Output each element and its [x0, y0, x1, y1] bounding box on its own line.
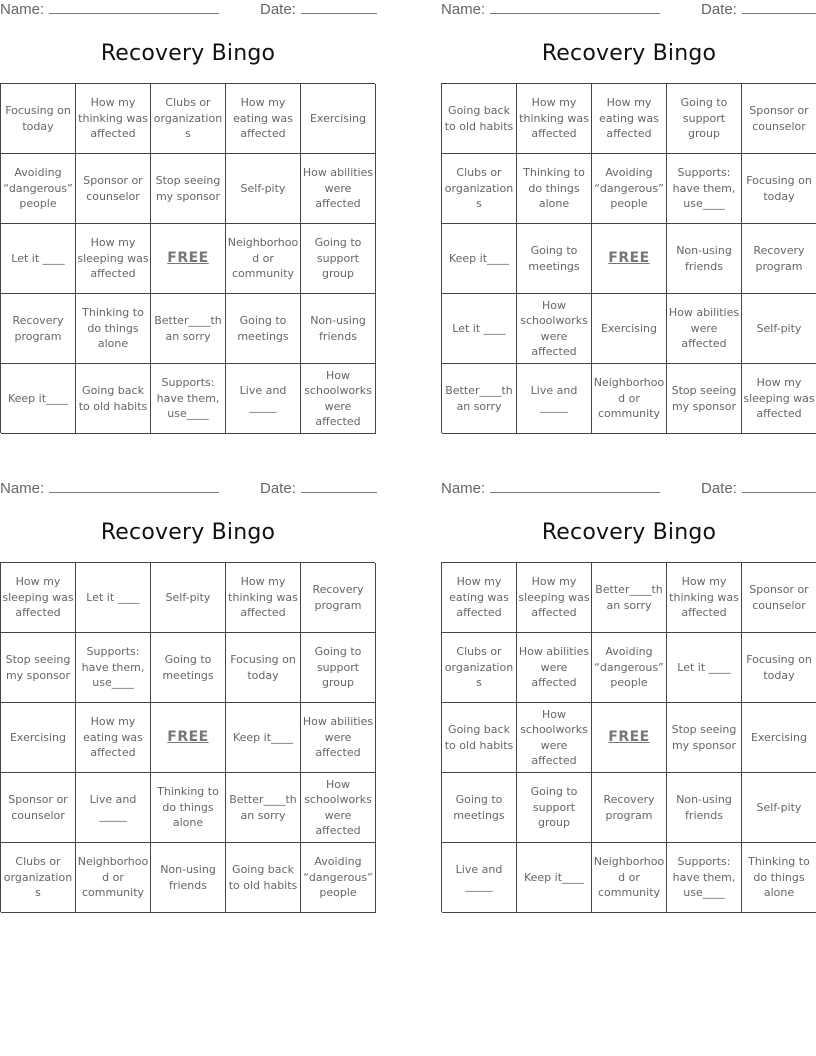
name-blank[interactable]: [490, 1, 660, 14]
date-blank[interactable]: [742, 480, 816, 493]
bingo-cell[interactable]: Exercising: [592, 294, 667, 364]
bingo-grid: [441, 83, 816, 433]
bingo-cell[interactable]: Going to meetings: [442, 773, 517, 843]
bingo-cell[interactable]: Supports: have them, use____: [667, 843, 742, 913]
name-blank[interactable]: [490, 480, 660, 493]
card-title: Recovery Bingo: [541, 41, 717, 66]
free-space[interactable]: FREE: [151, 703, 226, 773]
bingo-cell[interactable]: Sponsor or counselor: [742, 84, 816, 154]
bingo-cell[interactable]: Self-pity: [742, 294, 816, 364]
card-title: Recovery Bingo: [100, 41, 276, 66]
bingo-cell[interactable]: How abilities were affected: [667, 294, 742, 364]
bingo-cell[interactable]: Neighborhood or community: [76, 843, 151, 913]
bingo-cell[interactable]: Live and _____: [442, 843, 517, 913]
bingo-cell[interactable]: Better____than sorry: [592, 563, 667, 633]
date-label: Date:: [260, 1, 296, 18]
bingo-cell[interactable]: How my sleeping was affected: [517, 563, 592, 633]
bingo-cell[interactable]: Going back to old habits: [226, 843, 301, 913]
bingo-cell[interactable]: Sponsor or counselor: [742, 563, 816, 633]
bingo-cell[interactable]: How my thinking was affected: [226, 563, 301, 633]
name-label: Name:: [0, 1, 45, 18]
bingo-cell[interactable]: Supports: have them, use____: [151, 364, 226, 434]
bingo-cell[interactable]: Self-pity: [742, 773, 816, 843]
name-label: Name:: [0, 480, 45, 497]
card-title: Recovery Bingo: [100, 520, 276, 545]
bingo-grid: [0, 83, 375, 433]
bingo-cell[interactable]: Non-using friends: [151, 843, 226, 913]
bingo-cell[interactable]: Let it ____: [667, 633, 742, 703]
bingo-cell[interactable]: Non-using friends: [301, 294, 376, 364]
bingo-cell[interactable]: How my eating was affected: [76, 703, 151, 773]
bingo-cell[interactable]: Going to support group: [301, 224, 376, 294]
bingo-cell[interactable]: Live and _____: [226, 364, 301, 434]
bingo-cell[interactable]: Going to support group: [667, 84, 742, 154]
bingo-cell[interactable]: Let it ____: [76, 563, 151, 633]
bingo-cell[interactable]: Going to support group: [517, 773, 592, 843]
bingo-cell[interactable]: Avoiding “dangerous” people: [592, 154, 667, 224]
bingo-cell[interactable]: How my sleeping was affected: [1, 563, 76, 633]
bingo-cell[interactable]: How my thinking was affected: [517, 84, 592, 154]
bingo-cell[interactable]: Clubs or organizations: [151, 84, 226, 154]
bingo-cell[interactable]: Exercising: [742, 703, 816, 773]
bingo-cell[interactable]: How my thinking was affected: [667, 563, 742, 633]
bingo-cell[interactable]: Focusing on today: [742, 633, 816, 703]
bingo-cell[interactable]: How my sleeping was affected: [76, 224, 151, 294]
bingo-cell[interactable]: How schoolworks were affected: [517, 703, 592, 773]
bingo-cell[interactable]: Neighborhood or community: [226, 224, 301, 294]
name-label: Name:: [441, 1, 486, 18]
bingo-cell[interactable]: Sponsor or counselor: [76, 154, 151, 224]
date-blank[interactable]: [301, 480, 377, 493]
bingo-cell[interactable]: How my thinking was affected: [76, 84, 151, 154]
bingo-cell[interactable]: Recovery program: [301, 563, 376, 633]
free-space[interactable]: FREE: [592, 224, 667, 294]
bingo-cell[interactable]: Avoiding “dangerous” people: [1, 154, 76, 224]
bingo-cell[interactable]: How abilities were affected: [301, 154, 376, 224]
card-header: [0, 480, 376, 500]
bingo-cell[interactable]: How schoolworks were affected: [517, 294, 592, 364]
bingo-cell[interactable]: Self-pity: [226, 154, 301, 224]
bingo-cell[interactable]: Recovery program: [1, 294, 76, 364]
bingo-cell[interactable]: How schoolworks were affected: [301, 364, 376, 434]
bingo-cell[interactable]: Exercising: [1, 703, 76, 773]
bingo-cell[interactable]: Keep it____: [226, 703, 301, 773]
date-blank[interactable]: [301, 1, 377, 14]
card-header: [0, 1, 376, 21]
bingo-cell[interactable]: Let it ____: [442, 294, 517, 364]
bingo-cell[interactable]: Keep it____: [517, 843, 592, 913]
bingo-card-3: [0, 479, 376, 919]
date-label: Date:: [701, 480, 737, 497]
bingo-cell[interactable]: Live and _____: [517, 364, 592, 434]
bingo-cell[interactable]: Sponsor or counselor: [1, 773, 76, 843]
bingo-cell[interactable]: Going back to old habits: [76, 364, 151, 434]
name-blank[interactable]: [49, 1, 219, 14]
bingo-cell[interactable]: Focusing on today: [1, 84, 76, 154]
bingo-cell[interactable]: Focusing on today: [742, 154, 816, 224]
bingo-cell[interactable]: Non-using friends: [667, 773, 742, 843]
bingo-cell[interactable]: Stop seeing my sponsor: [151, 154, 226, 224]
bingo-cell[interactable]: Clubs or organizations: [442, 633, 517, 703]
bingo-cell[interactable]: Better____than sorry: [151, 294, 226, 364]
bingo-cell[interactable]: How my sleeping was affected: [742, 364, 816, 434]
bingo-cell[interactable]: Neighborhood or community: [592, 364, 667, 434]
bingo-cell[interactable]: Going back to old habits: [442, 84, 517, 154]
bingo-cell[interactable]: Clubs or organizations: [1, 843, 76, 913]
card-title: Recovery Bingo: [541, 520, 717, 545]
bingo-card-2: [441, 0, 816, 440]
bingo-cell[interactable]: Thinking to do things alone: [76, 294, 151, 364]
bingo-cell[interactable]: Focusing on today: [226, 633, 301, 703]
bingo-cell[interactable]: Better____than sorry: [442, 364, 517, 434]
bingo-cell[interactable]: How abilities were affected: [517, 633, 592, 703]
free-space[interactable]: FREE: [151, 224, 226, 294]
bingo-cell[interactable]: Keep it____: [1, 364, 76, 434]
bingo-cell[interactable]: Avoiding “dangerous” people: [301, 843, 376, 913]
bingo-cell[interactable]: Going to meetings: [517, 224, 592, 294]
bingo-cell[interactable]: Stop seeing my sponsor: [667, 703, 742, 773]
bingo-cell[interactable]: How my eating was affected: [442, 563, 517, 633]
bingo-cell[interactable]: Live and _____: [76, 773, 151, 843]
bingo-cell[interactable]: Going to meetings: [226, 294, 301, 364]
card-header: [441, 1, 816, 21]
date-label: Date:: [260, 480, 296, 497]
free-space[interactable]: FREE: [592, 703, 667, 773]
bingo-card-1: [0, 0, 376, 440]
bingo-cell[interactable]: Avoiding “dangerous” people: [592, 633, 667, 703]
bingo-cell[interactable]: How schoolworks were affected: [301, 773, 376, 843]
bingo-cell[interactable]: Self-pity: [151, 563, 226, 633]
bingo-cell[interactable]: Recovery program: [592, 773, 667, 843]
bingo-cell[interactable]: How abilities were affected: [301, 703, 376, 773]
date-blank[interactable]: [742, 1, 816, 14]
card-header: [441, 480, 816, 500]
bingo-cell[interactable]: Thinking to do things alone: [517, 154, 592, 224]
bingo-cell[interactable]: Going back to old habits: [442, 703, 517, 773]
bingo-cell[interactable]: Recovery program: [742, 224, 816, 294]
bingo-cell[interactable]: Thinking to do things alone: [742, 843, 816, 913]
bingo-cell[interactable]: Clubs or organizations: [442, 154, 517, 224]
name-blank[interactable]: [49, 480, 219, 493]
name-label: Name:: [441, 480, 486, 497]
bingo-cell[interactable]: Let it ____: [1, 224, 76, 294]
bingo-cell[interactable]: Supports: have them, use____: [667, 154, 742, 224]
bingo-cell[interactable]: Going to meetings: [151, 633, 226, 703]
bingo-cell[interactable]: Stop seeing my sponsor: [1, 633, 76, 703]
bingo-cell[interactable]: Neighborhood or community: [592, 843, 667, 913]
bingo-grid: [441, 562, 816, 912]
bingo-cell[interactable]: Stop seeing my sponsor: [667, 364, 742, 434]
bingo-cell[interactable]: Non-using friends: [667, 224, 742, 294]
bingo-cell[interactable]: Supports: have them, use____: [76, 633, 151, 703]
bingo-cell[interactable]: How my eating was affected: [592, 84, 667, 154]
bingo-cell[interactable]: Going to support group: [301, 633, 376, 703]
bingo-cell[interactable]: Exercising: [301, 84, 376, 154]
bingo-cell[interactable]: Better____than sorry: [226, 773, 301, 843]
bingo-cell[interactable]: Keep it____: [442, 224, 517, 294]
bingo-card-4: [441, 479, 816, 919]
bingo-cell[interactable]: How my eating was affected: [226, 84, 301, 154]
bingo-cell[interactable]: Thinking to do things alone: [151, 773, 226, 843]
date-label: Date:: [701, 1, 737, 18]
bingo-grid: [0, 562, 375, 912]
